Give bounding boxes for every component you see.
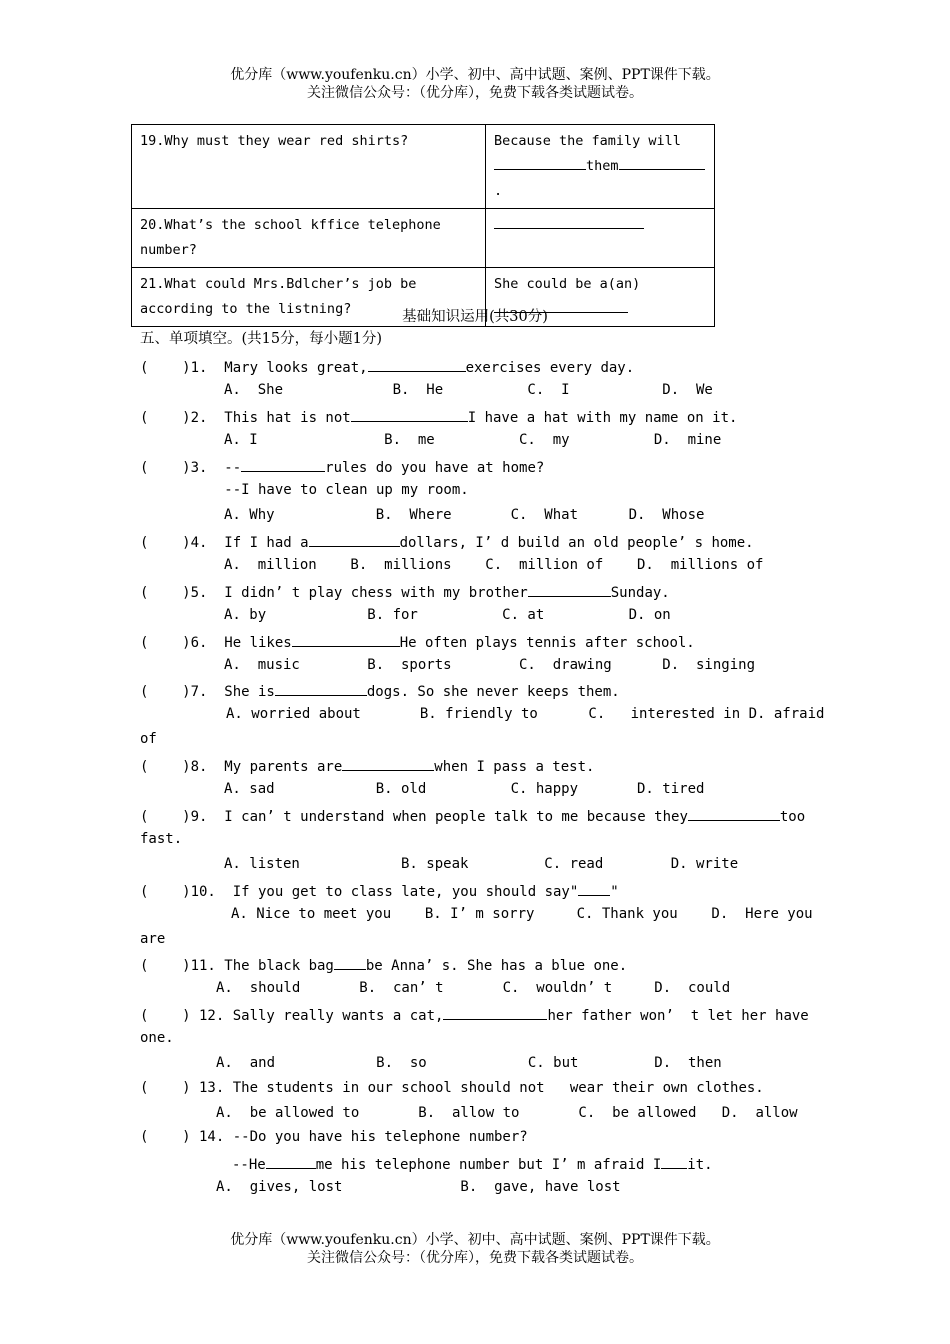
question-12: ( ) 12. Sally really wants a cat, her father won’ t let her have (140, 1004, 809, 1025)
answer-blank[interactable] (368, 356, 466, 372)
question-12-wrap: one. (140, 1030, 174, 1046)
section-title: 基础知识运用(共30分) (402, 309, 548, 325)
table-row (132, 125, 715, 209)
answer-blank[interactable] (443, 1004, 547, 1020)
header-line-2: 关注微信公众号：（优分库），免费下载各类试题试卷。 (307, 85, 643, 101)
question-7-options: A. worried about B. friendly to C. interested in D. afraid (226, 706, 825, 722)
question-3-options: A. Why B. Where C. What D. Whose (224, 507, 705, 523)
page-footer (0, 1231, 950, 1267)
question-5: ( )5. I didn’ t play chess with my brother Sunday. (140, 581, 670, 602)
question-10-options: A. Nice to meet you B. I’ m sorry C. Thank you D. Here you (231, 906, 813, 922)
question-11: ( )11. The black bag be Anna’ s. She has a blue one. (140, 954, 627, 975)
answer-blank[interactable] (619, 154, 705, 170)
question-2: ( )2. This hat is not I have a hat with my name on it. (140, 406, 737, 427)
question-text: 19.Why must they wear red shirts? (140, 133, 409, 149)
question-3: ( )3. -- rules do you have at home? (140, 456, 544, 477)
answer-blank[interactable] (266, 1153, 316, 1169)
question-text: according to the listning? (140, 301, 352, 317)
answer-blank[interactable] (578, 880, 610, 896)
question-10-options-wrap: are (140, 931, 166, 947)
footer-line-2: 关注微信公众号：（优分库），免费下载各类试题试卷。 (307, 1250, 643, 1266)
answer-blank[interactable] (342, 755, 434, 771)
answer-blank[interactable] (528, 581, 611, 597)
answer-blank[interactable] (494, 154, 586, 170)
answer-text: . (494, 183, 503, 199)
answer-text: them (586, 158, 619, 174)
question-12-options: A. and B. so C. but D. then (216, 1055, 722, 1071)
question-13: ( ) 13. The students in our school should not wear their own clothes. (140, 1080, 764, 1096)
answer-blank[interactable] (351, 406, 468, 422)
question-1: ( )1. Mary looks great, exercises every day. (140, 356, 634, 377)
question-4-options: A. million B. millions C. million of D. millions of (224, 557, 764, 573)
answer-blank[interactable] (494, 213, 644, 229)
answer-blank[interactable] (334, 954, 366, 970)
question-14-options: A. gives, lost B. gave, have lost (216, 1179, 621, 1195)
footer-line-1: 优分库（www.youfenku.cn）小学、初中、高中试题、案例、PPT课件下载。 (230, 1232, 720, 1248)
answer-blank[interactable] (241, 456, 325, 472)
question-4: ( )4. If I had a dollars, I’ d build an old people’ s home. (140, 531, 754, 552)
question-3-response: --I have to clean up my room. (140, 482, 469, 498)
listening-answer-table (131, 124, 715, 327)
table-answer-cell (486, 209, 715, 268)
table-row (132, 209, 715, 268)
question-7: ( )7. She is dogs. So she never keeps them. (140, 680, 620, 701)
table-question-cell (132, 209, 486, 268)
question-text: 20.What’s the school kffice telephone (140, 217, 441, 233)
question-10: ( )10. If you get to class late, you should say" " (140, 880, 619, 901)
table-answer-cell (486, 125, 715, 209)
question-8: ( )8. My parents are when I pass a test. (140, 755, 594, 776)
question-14: ( ) 14. --Do you have his telephone number? (140, 1129, 528, 1145)
question-9-wrap: fast. (140, 831, 183, 847)
answer-blank[interactable] (688, 805, 780, 821)
answer-text: Because the family will (494, 133, 681, 149)
header-line-1: 优分库（www.youfenku.cn）小学、初中、高中试题、案例、PPT课件下载。 (230, 67, 720, 83)
question-9: ( )9. I can’ t understand when people talk to me because they too (140, 805, 805, 826)
question-7-options-wrap: of (140, 731, 157, 747)
question-14-response: --He me his telephone number but I’ m afraid I it. (232, 1153, 713, 1174)
question-11-options: A. should B. can’ t C. wouldn’ t D. could (216, 980, 731, 996)
answer-blank[interactable] (292, 631, 400, 647)
answer-blank[interactable] (661, 1153, 687, 1169)
answer-blank[interactable] (275, 680, 367, 696)
part-title: 五、单项填空。(共15分，每小题1分) (140, 331, 382, 347)
question-6: ( )6. He likes He often plays tennis after school. (140, 631, 695, 652)
page-header (0, 66, 950, 102)
question-text: number? (140, 242, 197, 258)
question-6-options: A. music B. sports C. drawing D. singing (224, 657, 756, 673)
question-13-options: A. be allowed to B. allow to C. be allowed D. allow (216, 1105, 798, 1121)
answer-text: She could be a(an) (494, 276, 641, 292)
question-1-options: A. She B. He C. I D. We (224, 382, 713, 398)
table-question-cell (132, 125, 486, 209)
answer-blank[interactable] (309, 531, 400, 547)
question-8-options: A. sad B. old C. happy D. tired (224, 781, 705, 797)
question-9-options: A. listen B. speak C. read D. write (224, 856, 739, 872)
question-text: 21.What could Mrs.Bdlcher’s job be (140, 276, 417, 292)
question-2-options: A. I B. me C. my D. mine (224, 432, 722, 448)
question-5-options: A. by B. for C. at D. on (224, 607, 671, 623)
